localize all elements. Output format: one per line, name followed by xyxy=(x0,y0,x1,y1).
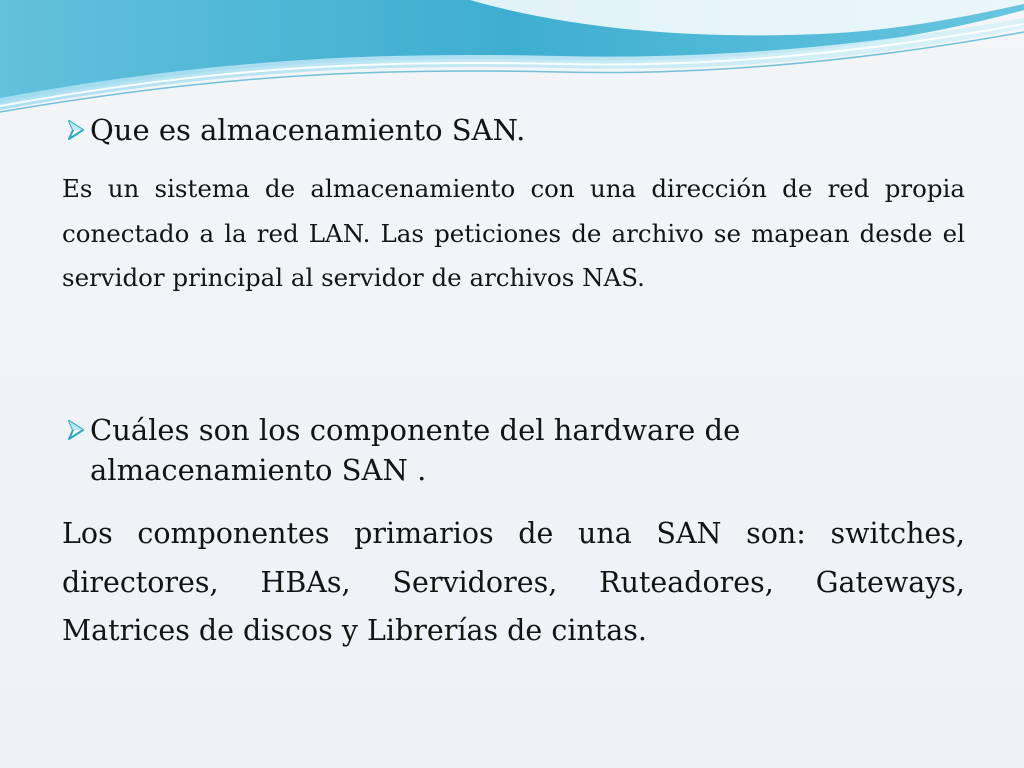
paragraph-san-components: Los componentes primarios de una SAN son: switches, directores, HBAs, Servidores, Ruteadores, Gateways, Matrices de discos y Librerías de cintas. xyxy=(62,517,965,647)
arrow-bullet-icon xyxy=(62,110,90,150)
bullet-heading-text xyxy=(90,410,740,490)
bullet-heading-line-2: almacenamiento SAN . xyxy=(90,453,427,487)
paragraph-san-definition: Es un sistema de almacenamiento con una dirección de red propia conectado a la red LAN. Las peticiones de archivo se mapean desde el servidor principal al servidor de archivos NAS. xyxy=(62,174,965,292)
bullet-heading-line-1: Cuáles son los componente del hardware de xyxy=(90,413,741,447)
header-wave-decoration xyxy=(0,0,1024,120)
bullet-heading-text: Que es almacenamiento SAN. xyxy=(90,113,526,147)
arrow-bullet-icon xyxy=(62,410,90,450)
bullet-heading-components xyxy=(62,410,962,490)
bullet-heading-san xyxy=(62,110,962,150)
